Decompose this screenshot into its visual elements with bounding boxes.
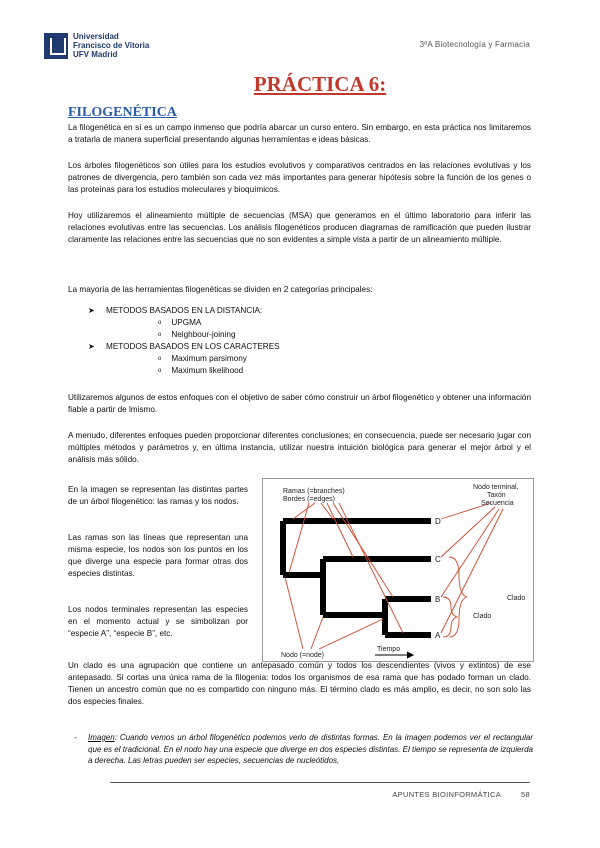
list-subitem (88, 329, 280, 341)
category-label: METODOS BASADOS EN LA DISTANCIA: (106, 306, 263, 315)
tree-diagram (263, 479, 533, 661)
logo-line-2: Francisco de Vitoria (73, 41, 150, 50)
arrow-node-2 (311, 617, 323, 649)
footer-label: APUNTES BIOINFORMÁTICA (392, 790, 501, 799)
leaf-label-c: C (435, 555, 441, 564)
logo-line-1: Universidad (73, 32, 119, 41)
footer-divider (110, 782, 530, 783)
method-name: Maximum likelihood (171, 366, 244, 375)
note-text: : Cuando vemos un árbol filogenético podemos verlo de distintas formas. En la imagen podemos ver el rectangular que es el tradicional. En el nodo hay una especie que diverge en dos especies distintas. El tiempo se representa de izquierda a derecha. Las letras pueden ser especies, secuencias de nucleótidos, (88, 733, 533, 765)
arrow-terminal-a (441, 509, 503, 633)
course-header: 3ºA Biotecnología y Farmacia (419, 40, 530, 49)
paragraph-msa: Hoy utilizaremos el alineamiento múltiple de secuencias (MSA) que generamos en el último laboratorio para inferir las relaciones evolutivas entre las secuencias. Los análisis filogenéticos producen diagramas de ramificación que pueden ilustrar claramente las relaciones entre las secuencias que no son evidentes a simple vista a partir de un alineamiento múltiple. (68, 211, 531, 244)
paragraph-terminal-nodes: Los nodos terminales representan las especies en el momento actual y se simbolizan por “especie A”, “especie B”, etc. (68, 605, 248, 638)
paragraph-approach: Utilizaremos algunos de estos enfoques con el objetivo de saber cómo construir un árbol filogenético y obtener una información fiable a partir de lmismo. (68, 393, 531, 414)
arrow-terminal-c (441, 507, 495, 557)
circle-bullet-icon: o (158, 320, 162, 326)
clade-definition: Un clado es una agrupación que contiene un antepasado común y todos los descendientes (vivos y extintos) de ese antepasado. Si cortas una única rama de la filogenia: todos los organismos de esa rama que has podado forman un clado. Tienen un ancestro común que no es compartido con ninguno más. El término clado es más amplio, es decir, no son solo las dos especies finales. (68, 661, 531, 706)
paragraph-categories: La mayoría de las herramientas filogenéticas se dividen en 2 categorías principales: (68, 285, 373, 294)
label-edges: Bordes (=edges) (283, 496, 335, 503)
label-branches: Ramas (=branches) (283, 488, 345, 495)
list-item (88, 305, 280, 317)
label-sequence: Secuencia (481, 500, 514, 507)
label-terminal-node: Nodo terminal, (473, 484, 519, 491)
label-node: Nodo (=node) (281, 652, 325, 659)
list-subitem (88, 365, 280, 377)
bracket-clado-inner (443, 597, 457, 637)
arrow-branch-6 (289, 503, 309, 573)
category-label: METODOS BASADOS EN LOS CARACTERES (106, 342, 280, 351)
label-clado-inner: Clado (473, 613, 492, 620)
arrow-branch-1 (293, 503, 315, 519)
arrow-bullet-icon: ➤ (88, 342, 95, 351)
label-taxon: Taxón (487, 492, 506, 499)
arrow-terminal-b (441, 509, 499, 597)
circle-bullet-icon: o (158, 332, 162, 338)
circle-bullet-icon: o (158, 356, 162, 362)
note-lead: Imagen (88, 733, 115, 742)
list-subitem (88, 317, 280, 329)
paragraph-intro: La filogenética en sí es un campo inmenso que podría abarcar un curso entero. Sin embargo, en esta práctica nos limitaremos a tratarla de manera superficial presentando algunas herramientas e ideas básicas. (68, 123, 531, 144)
phylogenetic-tree-figure (262, 478, 534, 662)
time-arrow-head (407, 652, 413, 658)
arrow-bullet-icon: ➤ (88, 306, 95, 315)
page-footer (392, 790, 530, 799)
paragraph-branches: Las ramas son las líneas que representan una misma especie, los nodos son los puntos en los que diverge una especie para formar otras dos especies distintas. (68, 533, 248, 578)
label-time: Tiempo (377, 646, 401, 653)
logo-text (73, 32, 149, 59)
leaf-label-a: A (435, 631, 441, 640)
bracket-clado-outer (449, 557, 467, 637)
arrow-node-1 (285, 577, 303, 649)
category-list (88, 305, 280, 377)
note-dash: - (74, 733, 77, 742)
leaf-label-d: D (435, 517, 441, 526)
paragraph-trees: Los árboles filogenéticos son útiles para los estudios evolutivos y comparativos centrados en las relaciones evolutivas y los patrones de divergencia, pero también son cada vez más importantes para generar hipótesis sobre la función de los genes o las proteínas para los estudios moleculares y bioquímicos. (68, 161, 531, 194)
arrow-branch-4 (333, 503, 393, 597)
method-name: Neighbour-joining (171, 330, 236, 339)
method-name: Maximum parsimony (171, 354, 247, 363)
image-note (74, 732, 533, 767)
university-logo (44, 32, 149, 59)
tree-branches (283, 521, 431, 635)
list-subitem (88, 353, 280, 365)
page-title: PRÁCTICA 6: (253, 72, 387, 96)
page-number: 58 (521, 790, 530, 799)
method-name: UPGMA (171, 318, 202, 327)
leaf-label-b: B (435, 595, 441, 604)
logo-line-3: UFV Madrid (73, 50, 118, 59)
arrow-branch-3 (327, 503, 353, 557)
circle-bullet-icon: o (158, 368, 162, 374)
university-crest-icon (44, 33, 68, 59)
section-heading: FILOGENÉTICA (68, 105, 177, 120)
paragraph-clade (68, 660, 531, 708)
paragraph-conclusions: A menudo, diferentes enfoques pueden proporcionar diferentes conclusiones; en consecuencia, puede ser necesario jugar con múltiples métodos y parámetros y, en última instancia, utilizar nuestra intuición biológica para generar el mejor árbol y el análisis más sólido. (68, 431, 531, 464)
label-clado-outer: Clado (507, 595, 526, 602)
arrow-node-3 (319, 619, 383, 649)
list-item (88, 341, 280, 353)
paragraph-figure-parts: En la imagen se representan las distintas partes de un árbol filogenético: las ramas y los nodos. (68, 485, 248, 506)
